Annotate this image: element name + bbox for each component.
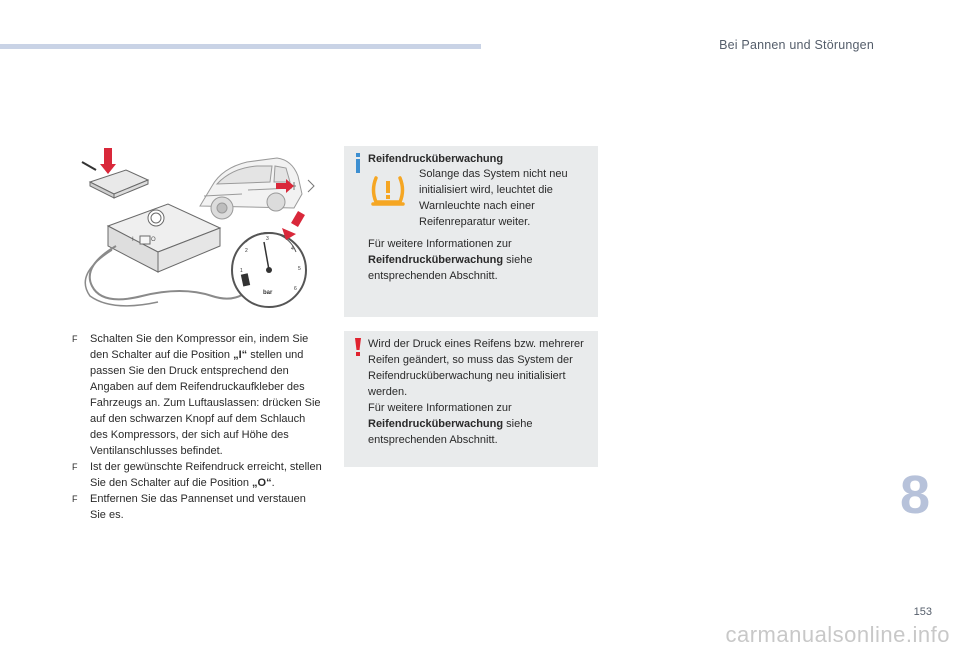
- info-more-bold: Reifendrucküberwachung: [368, 254, 504, 266]
- bullet-icon: F: [72, 462, 78, 472]
- switch-label-off: O: [151, 237, 156, 243]
- chapter-number: 8: [899, 465, 931, 525]
- list-item: [72, 459, 322, 491]
- info-text: Solange das System nicht neu initialisiert wird, leuchtet die Warnleuchte nach einer Reifenreparatur weiter.: [419, 168, 568, 228]
- list-item: [72, 491, 322, 523]
- gauge-unit: bar: [263, 290, 273, 296]
- gauge-arrow: [282, 211, 305, 240]
- gauge-tick: 6: [294, 286, 297, 292]
- step-bold: „I“: [233, 349, 248, 361]
- header-accent-bar: [0, 44, 481, 49]
- step-text: .: [271, 477, 275, 489]
- warning-box: [344, 331, 598, 467]
- list-item: [72, 331, 322, 459]
- page-number: 153: [913, 606, 932, 618]
- warning-more-suffix: siehe entsprechenden Abschnitt.: [368, 418, 533, 446]
- info-more-suffix: siehe entsprechenden Abschnitt.: [368, 254, 533, 282]
- exclamation-icon: [352, 338, 364, 356]
- gauge-tick: 1: [240, 268, 243, 274]
- watermark: carmanualsonline.info: [725, 622, 950, 647]
- info-box-tpms: [344, 146, 598, 317]
- warning-text: [368, 336, 594, 448]
- step-text: Schalten Sie den Kompressor ein, indem Sie den Schalter auf die Position: [90, 333, 309, 361]
- step-bold: „O“: [252, 477, 272, 489]
- section-title: Bei Pannen und Störungen: [719, 38, 874, 52]
- sealant-cartridge: [82, 162, 148, 198]
- warning-more-bold: Reifendrucküberwachung: [368, 418, 504, 430]
- gauge-tick: 5: [298, 266, 301, 272]
- switch-label-on: I: [132, 237, 134, 243]
- warning-more-prefix: Für weitere Informationen zur: [368, 402, 512, 414]
- compressor-illustration: [72, 146, 334, 312]
- pressure-gauge: [232, 233, 306, 307]
- instruction-steps: [72, 331, 322, 523]
- gauge-tick: 4: [291, 246, 294, 252]
- bullet-icon: F: [72, 334, 78, 344]
- warning-main-text: Wird der Druck eines Reifens bzw. mehrerer Reifen geändert, so muss das System der Reifendrucküberwachung neu initialisiert werden.: [368, 338, 584, 398]
- cartridge-arrow: [100, 148, 116, 174]
- step-text: stellen und passen Sie den Druck entsprechend den Angaben auf dem Reifendruckaufkleber des Fahrzeugs an. Zum Luftauslassen: drücken Sie auf den schwarzen Knopf auf dem Schlauch des Kompressors, der sich auf Höhe des Ventilanschlusses befindet.: [90, 349, 321, 457]
- step-text: Ist der gewünschte Reifendruck erreicht, stellen Sie den Schalter auf die Position: [90, 461, 322, 489]
- compressor-body: [108, 204, 220, 272]
- step-text: Entfernen Sie das Pannenset und verstauen Sie es.: [90, 493, 306, 521]
- gauge-tick: 3: [266, 236, 269, 242]
- info-heading: Reifendrucküberwachung: [368, 153, 504, 165]
- tire-pressure-warning-icon: [368, 170, 408, 210]
- info-more-text: [368, 236, 590, 284]
- bullet-icon: F: [72, 494, 78, 504]
- info-more-prefix: Für weitere Informationen zur: [368, 238, 512, 250]
- info-icon: [353, 153, 363, 173]
- gauge-tick: 2: [245, 248, 248, 254]
